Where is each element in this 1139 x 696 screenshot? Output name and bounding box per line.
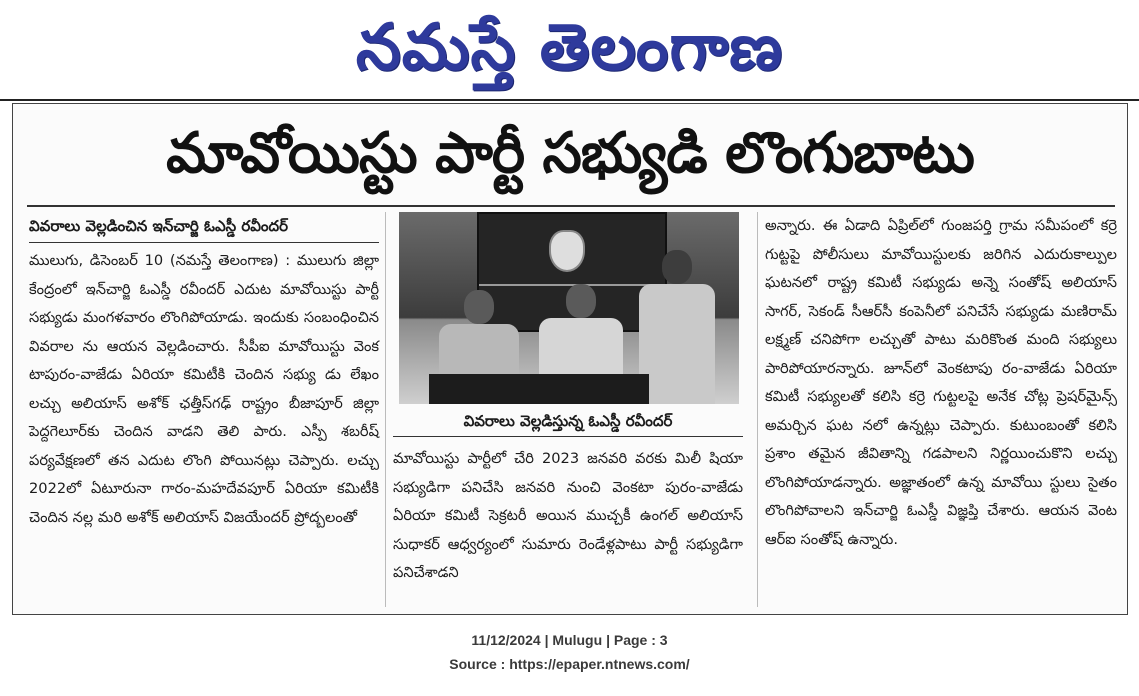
column-divider — [385, 212, 386, 607]
article-column-3 — [765, 212, 1117, 554]
footer-page: Page : 3 — [613, 632, 668, 648]
headline-rule — [27, 205, 1115, 207]
article-subhead: వివరాలు వెల్లడించిన ఇన్‌చార్జి ఓఎస్డీ రవీందర్ — [29, 212, 379, 243]
article-photo — [399, 212, 739, 404]
page-footer — [0, 628, 1139, 676]
source-link[interactable]: https://epaper.ntnews.com/ — [509, 656, 690, 672]
footer-source — [0, 652, 1139, 676]
surrendered-member-figure — [639, 250, 715, 404]
footer-city: Mulugu — [552, 632, 603, 648]
masthead-rule — [0, 99, 1139, 101]
footer-meta: 11/12/2024 | Mulugu | Page : 3 — [471, 632, 668, 648]
column-divider — [757, 212, 758, 607]
article-body-col2: మావోయిస్టు పార్టీలో చేరి 2023 జనవరి వరకు మిలీ షియా సభ్యుడిగా పనిచేసి జనవరి నుంచి వెంకటా పురం-వాజేడు ఏరియా కమిటీ సెక్రటరీ అయిన ముచ్చకీ ఉంగల్ అలియాస్ సుధాకర్ ఆధ్వర్యంలో సుమారు రెండేళ్లపాటు పార్టీ సభ్యుడిగా పనిచేశాడని — [393, 450, 743, 581]
article-clipping — [12, 103, 1128, 615]
masthead — [0, 0, 1139, 100]
masthead-title: నమస్తే తెలంగాణ — [355, 10, 784, 85]
source-label: Source : — [449, 656, 506, 672]
article-body-col3: అన్నారు. ఈ ఏడాది ఏప్రిల్‌లో గుంజపర్తి గ్రామ సమీపంలో కర్రె గుట్టపై పోలీసులు మావోయిస్టులకు జరిగిన ఎదురుకాల్పుల ఘటనలో రాష్ట్ర కమిటీ సభ్యుడు అన్నె సంతోష్ అలియాస్ సాగర్, సెకండ్ సీఆర్‌సీ కంపెనీలో పనిచేసే సభ్యుడు మణిరామ్ లక్ష్మణ్ చనిపోగా లచ్చుతో పాటు మరికొంత మంది సభ్యులు పారిపోయారన్నారు. జూన్‌లో వెంకటాపు రం-వాజేడు ఏరియా కమిటీ సభ్యులతో కలిసి కర్రె గుట్టలపై అనేక చోట్ల ప్రెషర్‌మైన్స్ అమర్చిన ఘట నలో ఉన్నట్లు చెప్పారు. కుటుంబంతో కలిసి ప్రశాం తమైన జీవితాన్ని గడపాలని నిర్ణయించుకొని లచ్చు లొంగిపోయాడన్నారు. అజ్ఞాతంలో ఉన్న మావోయి స్టులు సైతం లొంగిపోవాలని ఇన్‌చార్జి ఓఎస్డీ విజ్ఞప్తి చేశారు. ఆయన వెంట ఆర్ఐ సంతోష్ ఉన్నారు. — [765, 217, 1117, 548]
footer-date: 11/12/2024 — [471, 632, 541, 648]
article-column-2 — [393, 212, 743, 588]
photo-caption: వివరాలు వెల్లడిస్తున్న ఓఎస్డీ రవీందర్ — [393, 406, 743, 437]
desk — [429, 374, 649, 404]
police-badge-icon — [549, 230, 585, 272]
article-column-1 — [29, 212, 379, 532]
article-headline: మావోయిస్టు పార్టీ సభ్యుడి లొంగుబాటు — [166, 121, 974, 186]
article-body-col1: ములుగు, డిసెంబర్ 10 (నమస్తే తెలంగాణ) : ములుగు జిల్లా కేంద్రంలో ఇన్‌చార్జి ఓఎస్డీ రవీందర్ ఎదుట మావోయిస్టు పార్టీ సభ్యుడు మంగళవారం లొంగిపోయాడు. ఇందుకు సంబంధించిన వివరాల ను ఆయన వెల్లడించారు. సీపీఐ మావోయిస్టు వెంక టాపురం-వాజేడు ఏరియా కమిటీకి చెందిన సభ్యు డు లేఖం లచ్చు అలియాస్ అశోక్ ఛత్తీస్‌గఢ్ రాష్ట్రం బీజాపూర్ జిల్లా పెద్దగెలూర్‌కు చెందిన వాడని తెలి పారు. ఎస్పీ శబరీష్ పర్యవేక్షణలో తన ఎదుట లొంగి పోయినట్లు చెప్పారు. లచ్చు 2022లో ఏటూరునా గారం-మహదేవపూర్ ఏరియా కమిటీకి చెందిన నల్ల మరి అశోక్ అలియాస్ విజయేందర్ ప్రోద్బలంతో — [29, 252, 379, 526]
